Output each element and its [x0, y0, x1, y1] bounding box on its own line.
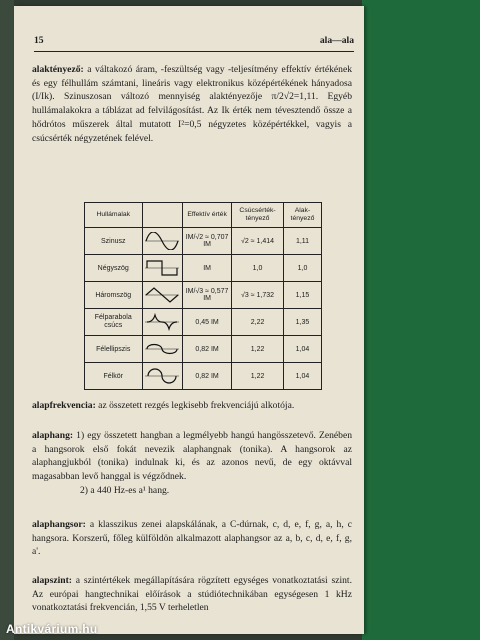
entry-alapfrekvencia [32, 399, 352, 413]
effective-value: 0,45 IM [183, 309, 232, 336]
form-factor: 1,35 [283, 309, 321, 336]
table-row [85, 282, 322, 309]
background-green-cover [362, 0, 480, 640]
wave-name: Félparabola csúcs [85, 309, 143, 336]
entry-alaktenyezo [32, 63, 352, 145]
table-header-cell: Hullámalak [85, 203, 143, 228]
triangle-wave-icon [142, 282, 183, 309]
half-parabola-icon [142, 309, 183, 336]
crest-factor: √3 ≈ 1,732 [232, 282, 284, 309]
entry-alaphang [32, 429, 352, 498]
table-header-cell: Csúcsérték-tényező [232, 203, 284, 228]
effective-value: IM [183, 255, 232, 282]
wave-name: Szinusz [85, 228, 143, 255]
effective-value: IM/√3 ≈ 0,577 IM [183, 282, 232, 309]
table-row [85, 336, 322, 363]
effective-value: 0,82 IM [183, 363, 232, 390]
table-row [85, 363, 322, 390]
half-ellipse-icon [142, 336, 183, 363]
table-row [85, 228, 322, 255]
form-factor: 1,04 [283, 363, 321, 390]
square-wave-icon [142, 255, 183, 282]
sine-wave-icon [142, 228, 183, 255]
form-factor: 1,15 [283, 282, 321, 309]
form-factor: 1,11 [283, 228, 321, 255]
watermark-logo: Antikvárium.hu [6, 622, 98, 636]
page-number: 15 [34, 35, 44, 46]
guide-word: ala—ala [319, 35, 354, 46]
crest-factor: 1,0 [232, 255, 284, 282]
crest-factor: 1,22 [232, 336, 284, 363]
table-row [85, 255, 322, 282]
entry-text: 1) egy összetett hangban a legmélyebb hangú hangösszetevő. Zenében a hangsorok első fokát nevezik alaphangnak (tonika). A hangsorok az alaphangjukból (tonika) indulnak ki, és az azonos nevű, de egy oktávval magasabban levő hanggal is végződnek. [32, 430, 352, 483]
wave-name: Háromszög [85, 282, 143, 309]
semicircle-icon [142, 363, 183, 390]
crest-factor: 2,22 [232, 309, 284, 336]
table-header-cell: Alak-tényező [283, 203, 321, 228]
wave-name: Négyszög [85, 255, 143, 282]
entry-alapszint [32, 574, 352, 615]
entry-text: a váltakozó áram, -feszültség vagy -teljesítmény effektív értékének és egy félhullám számtani, lineáris vagy elektronikus középértékének hányadosa (I/Ik). Szinuszosan változó mennyiség alaktényezője π/2√2=1,11. Egyéb hullámalakokra a táblázat ad felvilágosítást. Az Ik érték nem tévesztendő össze a hődrótos műszerek által mutatott I²=0,5 négyzetes középértékkel, vagyis a csúcsérték négyzetének felével. [32, 64, 352, 144]
entry-term: alapszint: [32, 575, 72, 586]
entry-text: az összetett rezgés legkisebb frekvenciájú alkotója. [95, 400, 295, 411]
effective-value: 0,82 IM [183, 336, 232, 363]
form-factor: 1,0 [283, 255, 321, 282]
crest-factor: √2 ≈ 1,414 [232, 228, 284, 255]
table-header-row [85, 203, 322, 228]
table-header-cell [142, 203, 183, 228]
form-factor: 1,04 [283, 336, 321, 363]
entry-term: alaphangsor: [32, 519, 86, 530]
entry-term: alapfrekvencia: [32, 400, 96, 411]
entry-text: a klasszikus zenei alapskálának, a C-dúrnak, c, d, e, f, g, a, h, c hangsora. Korszerű, főleg külföldön alkalmazott alaphangsor az a, b, c, d, e, f, g, a'. [32, 519, 352, 558]
wave-name: Félellipszis [85, 336, 143, 363]
waveform-table [84, 202, 322, 390]
table-row [85, 309, 322, 336]
effective-value: IM/√2 ≈ 0,707 IM [183, 228, 232, 255]
crest-factor: 1,22 [232, 363, 284, 390]
entry-alaphangsor [32, 518, 352, 559]
background-left [0, 0, 14, 640]
entry-term: alaphang: [32, 430, 74, 441]
table-header-cell: Effektív érték [183, 203, 232, 228]
book-page [14, 6, 364, 634]
entry-subitem: 2) a 440 Hz-es a¹ hang. [80, 484, 170, 496]
entry-term: alaktényező: [32, 64, 84, 75]
entry-text: a szintértékek megállapítására rögzített egységes vonatkoztatási szint. Az európai hangtechnikai előírások a stúdiótechnikában egységesen 1 kHz vonatkoztatási frekvencián, 1,55 V terheletlen [32, 575, 352, 614]
wave-name: Félkör [85, 363, 143, 390]
header-rule [34, 51, 354, 52]
